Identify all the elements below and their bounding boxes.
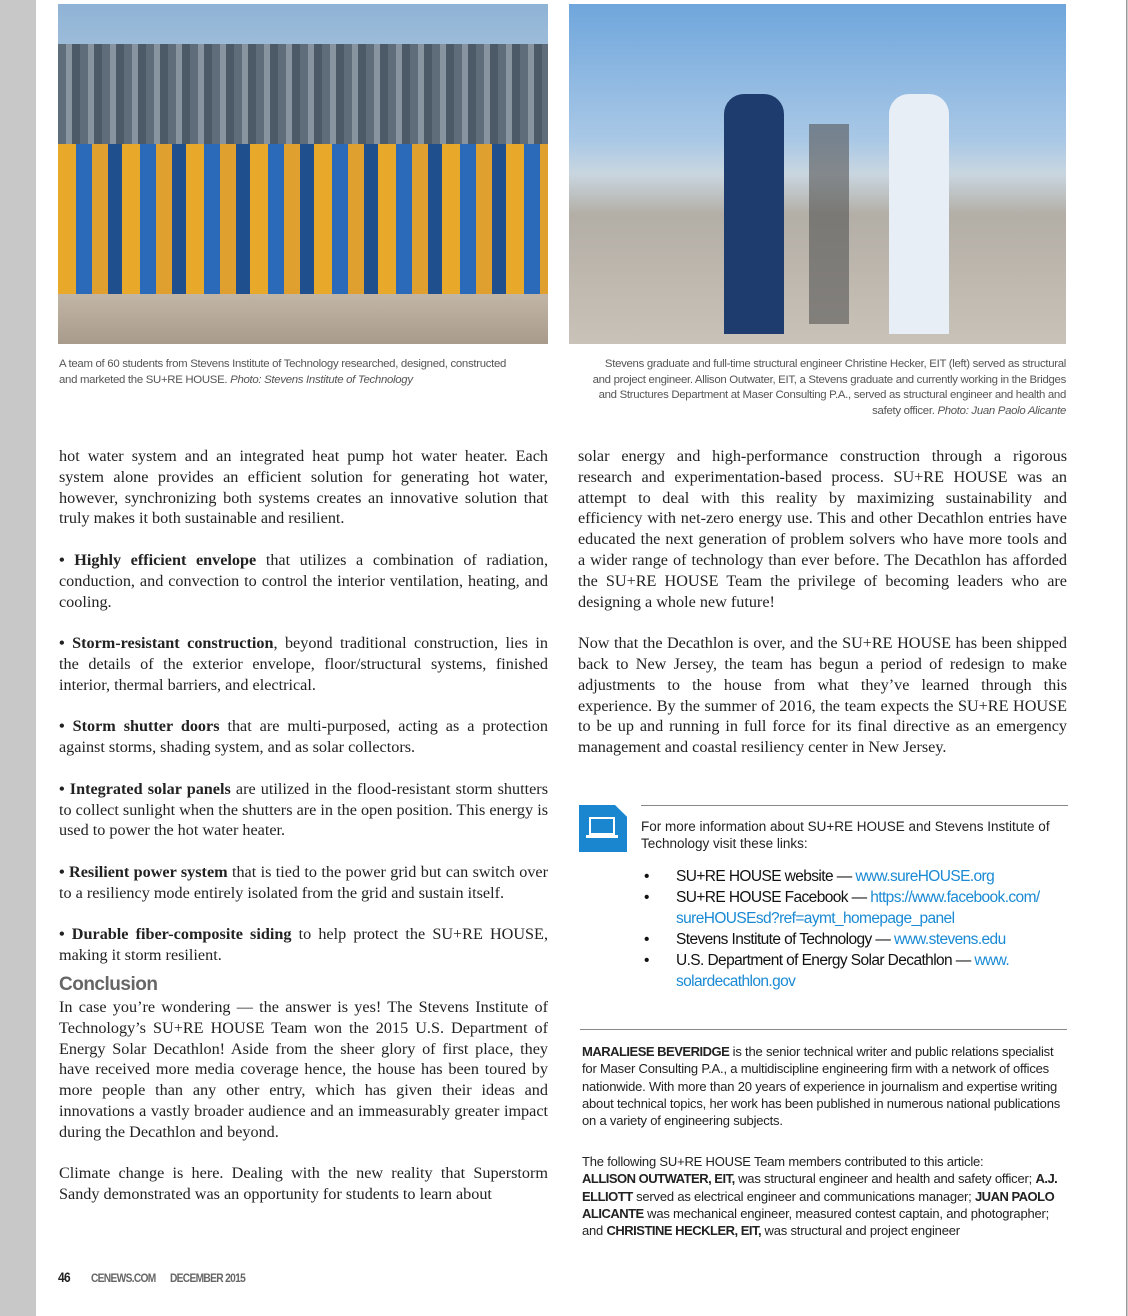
bullet-construction	[59, 633, 548, 695]
decathlon-link[interactable]: www. solardecathlon.gov	[676, 952, 1010, 990]
bullet-siding	[59, 924, 548, 966]
laptop-icon	[579, 805, 627, 852]
contributor-role: served as electrical engineer and communications manager;	[632, 1188, 975, 1204]
contributor-name: ALLISON OUTWATER, EIT,	[582, 1171, 735, 1187]
divider	[580, 1029, 1067, 1030]
student-group	[58, 144, 548, 294]
contributor-name: CHRISTINE HECKLER, EIT,	[606, 1223, 762, 1239]
divider	[641, 805, 1068, 806]
city-skyline	[58, 44, 548, 144]
author-name: MARALIESE BEVERIDGE	[582, 1044, 730, 1059]
contributor-role: was structural and project engineer	[761, 1223, 960, 1239]
bullet-lead: • Highly efficient envelope	[59, 550, 257, 569]
conclusion-heading: Conclusion	[59, 973, 158, 995]
engineer-left	[724, 94, 784, 334]
bullet-shutters	[59, 716, 548, 758]
link-label: U.S. Department of Energy Solar Decathlon —	[676, 952, 975, 969]
contributor-name: JUAN PAOLO ALICANTE	[582, 1188, 1055, 1221]
paragraph: solar energy and high-performance construction through a rigorous research and experimentation-based process. SU+RE HOUSE was an attempt to deal with this reality by maximizing sustainability and efficiency with net-zero energy use. This and other Decathlon entries have educated the next generation of problem solvers who have more tools and a wider range of technology than ever before. The Decathlon has afforded the SU+RE HOUSE Team the privilege of becoming leaders who are designing a whole new future!	[578, 447, 1067, 611]
bullet-text: that utilizes a combination of radiation, conduction, and convection to control the interior ventilation, heating, and cooling.	[59, 550, 548, 611]
bullet-power	[59, 862, 548, 904]
caption-text: A team of 60 students from Stevens Institute of Technology researched, designed, constructed and marketed the SU+RE HOUSE.	[59, 358, 507, 386]
conclusion-paragraph: In case you’re wondering — the answer is yes! The Stevens Institute of Technology’s SU+RE HOUSE Team won the 2015 U.S. Department of Energy Solar Decathlon! Aside from the sheer glory of first place, they have received more media coverage hence, the house has been toured by more people than any other entry, which has given their ideas and innovations a vastly broader audience and an immeasurably greater impact during the Decathlon and beyond.	[59, 997, 548, 1141]
contrib-intro: The following SU+RE HOUSE Team members contributed to this article:	[582, 1154, 984, 1169]
footer-site: CENEWS.COM	[91, 1271, 156, 1285]
bullet-text: , beyond traditional construction, lies in the details of the exterior envelope, floor/structural systems, finished interior, thermal barriers, and electrical.	[59, 634, 549, 694]
engineers-photo	[569, 4, 1066, 344]
link-label: Stevens Institute of Technology —	[676, 931, 894, 948]
climate-paragraph: Climate change is here. Dealing with the new reality that Superstorm Sandy demonstrated was an opportunity for students to learn about	[59, 1164, 548, 1204]
engineer-right	[889, 94, 949, 334]
survey-tripod	[809, 124, 849, 324]
facebook-link[interactable]: https://www.facebook.com/ sureHOUSEsd?ref=aymt_homepage_panel	[676, 889, 1040, 927]
bullet-lead: • Integrated solar panels	[59, 779, 231, 798]
stevens-link[interactable]: www.stevens.edu	[893, 931, 1006, 948]
photo-credit: Photo: Juan Paolo Alicante	[937, 404, 1066, 417]
left-column	[59, 446, 548, 1226]
contributor-role: was mechanical engineer, measured contest captain, and photographer; and	[582, 1205, 1050, 1239]
bullet-text: that is tied to the power grid but can switch over to a resiliency mode entirely isolated from the grid and sustain itself.	[59, 862, 548, 902]
link-item-stevens	[641, 929, 1071, 950]
footer-date: DECEMBER 2015	[170, 1271, 246, 1285]
caption-text: Stevens graduate and full-time structural engineer Christine Hecker, EIT (left) served as structural and project engineer. Allison Outwater, EIT, a Stevens graduate and currently working in the Bridges and Structures Department at Maser Consulting P.A., served as structural engineer and health and safety officer.	[592, 358, 1066, 417]
team-photo	[58, 4, 548, 344]
contributor-role: was structural engineer and health and safety officer;	[734, 1171, 1036, 1187]
page-number: 46	[58, 1269, 70, 1285]
bullet-lead: • Resilient power system	[59, 862, 228, 881]
bio-text: is the senior technical writer and public relations specialist for Maser Consulting P.A., a multidiscipline engineering firm with a network of offices nationwide. With more than 20 years of experience in journalism and expertise writing about technical topics, her work has been published in numerous national publications on a variety of engineering subjects.	[582, 1044, 1061, 1129]
intro-paragraph: hot water system and an integrated heat pump hot water heater. Each system alone provides an efficient solution for generating hot water, however, synchronizing both systems creates an innovative solution that truly makes it both sustainable and resilient.	[59, 447, 548, 528]
bullet-text: to help protect the SU+RE HOUSE, making it storm resilient.	[59, 925, 548, 965]
photo-caption-left	[59, 357, 519, 388]
link-item-website	[641, 866, 1071, 887]
paragraph: Now that the Decathlon is over, and the SU+RE HOUSE has been shipped back to New Jersey, the team has begun a period of redesign to make adjustments to the house from what they’ve learned through this experience. By the summer of 2016, the team expects the SU+RE HOUSE to be up and running in full force for its final directive as an emergency management and coastal resiliency center in New Jersey.	[578, 634, 1067, 757]
link-label: SU+RE HOUSE website —	[676, 868, 856, 885]
contributor-name: A.J. ELLIOTT	[582, 1171, 1058, 1204]
photo-credit: Photo: Stevens Institute of Technology	[230, 373, 413, 386]
photo-caption-right	[590, 357, 1066, 419]
info-intro: For more information about SU+RE HOUSE and Stevens Institute of Technology visit these links:	[641, 819, 1050, 851]
author-bio	[582, 1043, 1067, 1129]
link-item-decathlon	[641, 950, 1071, 992]
bullet-lead: • Storm-resistant construction	[59, 634, 274, 653]
website-link[interactable]: www.sureHOUSE.org	[855, 868, 995, 885]
bullet-text: are utilized in the flood-resistant storm shutters to collect sunlight when the shutters are in the open position. This energy is used to power the hot water heater.	[59, 779, 548, 840]
bullet-lead: • Storm shutter doors	[59, 717, 220, 736]
link-label: SU+RE HOUSE Facebook —	[676, 889, 871, 906]
bullet-text: that are multi-purposed, acting as a protection against storms, shading system, and as solar collectors.	[59, 717, 548, 757]
right-column	[578, 446, 1067, 779]
bullet-lead: • Durable fiber-composite siding	[59, 925, 292, 944]
bullet-envelope	[59, 550, 548, 612]
bullet-solar	[59, 779, 548, 841]
contributors	[582, 1153, 1067, 1239]
links-list	[641, 866, 1071, 992]
link-item-facebook	[641, 887, 1071, 929]
